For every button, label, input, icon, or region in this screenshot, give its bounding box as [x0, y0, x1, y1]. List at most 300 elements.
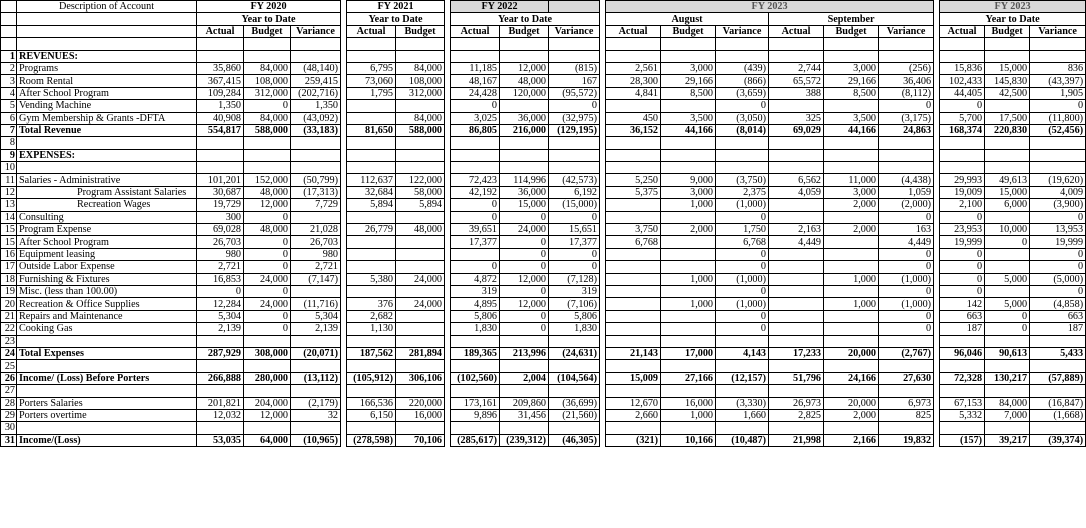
value-cell: 21,143	[606, 347, 661, 359]
value-cell: (2,179)	[291, 397, 341, 409]
value-cell	[879, 385, 934, 397]
value-cell: 173,161	[451, 397, 500, 409]
value-cell	[769, 323, 824, 335]
value-cell: 0	[716, 285, 769, 297]
value-cell	[824, 385, 879, 397]
col-budget: Budget	[396, 25, 445, 37]
account-label: Gym Membership & Grants -DFTA	[17, 112, 197, 124]
value-cell: 312,000	[244, 87, 291, 99]
value-cell: 145,830	[985, 75, 1030, 87]
value-cell: 5,304	[197, 310, 244, 322]
value-cell: 49,613	[985, 174, 1030, 186]
value-cell	[940, 149, 985, 161]
value-cell	[451, 248, 500, 260]
value-cell	[1030, 385, 1086, 397]
value-cell: 3,000	[661, 62, 716, 74]
value-cell	[1030, 38, 1086, 50]
value-cell: 11,185	[451, 62, 500, 74]
value-cell: (11,800)	[1030, 112, 1086, 124]
table-row	[1, 137, 1086, 149]
value-cell: 32,684	[347, 186, 396, 198]
value-cell	[291, 38, 341, 50]
row-number: 29	[1, 409, 17, 421]
value-cell: 120,000	[500, 87, 549, 99]
account-label: Program Expense	[17, 224, 197, 236]
value-cell: 1,000	[824, 273, 879, 285]
value-cell	[661, 236, 716, 248]
value-cell: 259,415	[291, 75, 341, 87]
value-cell: 24,000	[396, 273, 445, 285]
value-cell	[769, 422, 824, 434]
value-cell	[291, 211, 341, 223]
value-cell	[244, 360, 291, 372]
value-cell: (3,750)	[716, 174, 769, 186]
value-cell: (52,456)	[1030, 124, 1086, 136]
value-cell	[396, 335, 445, 347]
value-cell	[824, 248, 879, 260]
account-label: Vending Machine	[17, 100, 197, 112]
value-cell: 0	[940, 211, 985, 223]
value-cell	[985, 335, 1030, 347]
value-cell: 0	[549, 211, 600, 223]
value-cell: 12,670	[606, 397, 661, 409]
value-cell: 0	[940, 285, 985, 297]
value-cell: 142	[940, 298, 985, 310]
value-cell: 73,060	[347, 75, 396, 87]
value-cell	[347, 38, 396, 50]
value-cell: 12,284	[197, 298, 244, 310]
value-cell: (10,487)	[716, 434, 769, 446]
value-cell: 29,993	[940, 174, 985, 186]
value-cell	[197, 149, 244, 161]
value-cell	[879, 38, 934, 50]
value-cell: 42,192	[451, 186, 500, 198]
row-number: 15	[1, 236, 17, 248]
value-cell: 5,894	[347, 199, 396, 211]
value-cell	[396, 360, 445, 372]
value-cell	[985, 248, 1030, 260]
value-cell: 1,059	[879, 186, 934, 198]
value-cell: 24,000	[396, 298, 445, 310]
value-cell	[661, 38, 716, 50]
value-cell: (43,092)	[291, 112, 341, 124]
value-cell	[985, 385, 1030, 397]
value-cell: 0	[985, 236, 1030, 248]
account-label: Recreation & Office Supplies	[17, 298, 197, 310]
value-cell: 2,561	[606, 62, 661, 74]
value-cell	[661, 162, 716, 174]
value-cell	[879, 50, 934, 62]
fy2022-ytd-header: Year to Date	[451, 13, 600, 25]
value-cell	[606, 137, 661, 149]
value-cell: 281,894	[396, 347, 445, 359]
value-cell: 19,999	[1030, 236, 1086, 248]
value-cell: 2,744	[769, 62, 824, 74]
value-cell: 3,000	[824, 62, 879, 74]
col-variance: Variance	[1030, 25, 1086, 37]
value-cell: 17,377	[451, 236, 500, 248]
table-row	[1, 335, 1086, 347]
value-cell: 35,860	[197, 62, 244, 74]
value-cell: 5,375	[606, 186, 661, 198]
value-cell: 20,000	[824, 347, 879, 359]
account-label: Misc. (less than 100.00)	[17, 285, 197, 297]
value-cell: (4,858)	[1030, 298, 1086, 310]
value-cell	[769, 273, 824, 285]
value-cell	[606, 335, 661, 347]
value-cell	[347, 50, 396, 62]
value-cell	[244, 50, 291, 62]
value-cell: 26,703	[291, 236, 341, 248]
row-number: 13	[1, 199, 17, 211]
value-cell: 1,350	[291, 100, 341, 112]
value-cell: 17,500	[985, 112, 1030, 124]
value-cell: 0	[244, 248, 291, 260]
table-row	[1, 409, 1086, 421]
value-cell: 6,000	[985, 199, 1030, 211]
value-cell	[197, 137, 244, 149]
account-label: Cooking Gas	[17, 323, 197, 335]
value-cell	[879, 422, 934, 434]
value-cell	[1030, 149, 1086, 161]
value-cell	[347, 248, 396, 260]
value-cell: 0	[716, 310, 769, 322]
value-cell	[940, 162, 985, 174]
value-cell: 0	[940, 100, 985, 112]
value-cell	[985, 422, 1030, 434]
table-row	[1, 236, 1086, 248]
value-cell	[985, 38, 1030, 50]
row-number: 12	[1, 186, 17, 198]
value-cell	[769, 310, 824, 322]
value-cell	[661, 385, 716, 397]
value-cell: 2,000	[824, 224, 879, 236]
header-row-columns	[1, 25, 1086, 37]
value-cell: 4,895	[451, 298, 500, 310]
value-cell: 15,000	[985, 186, 1030, 198]
table-row	[1, 62, 1086, 74]
value-cell: 266,888	[197, 372, 244, 384]
row-number: 9	[1, 149, 17, 161]
value-cell	[769, 261, 824, 273]
value-cell: 5,433	[1030, 347, 1086, 359]
value-cell	[661, 310, 716, 322]
account-label	[17, 422, 197, 434]
value-cell: (278,598)	[347, 434, 396, 446]
value-cell	[769, 162, 824, 174]
value-cell	[396, 50, 445, 62]
value-cell: 0	[244, 261, 291, 273]
value-cell: 0	[1030, 261, 1086, 273]
value-cell	[606, 162, 661, 174]
value-cell	[985, 261, 1030, 273]
value-cell: 0	[716, 248, 769, 260]
value-cell: 26,973	[769, 397, 824, 409]
value-cell: 26,779	[347, 224, 396, 236]
value-cell: 114,996	[500, 174, 549, 186]
col-variance: Variance	[879, 25, 934, 37]
value-cell	[396, 137, 445, 149]
value-cell: 2,825	[769, 409, 824, 421]
value-cell	[347, 422, 396, 434]
value-cell: 58,000	[396, 186, 445, 198]
value-cell: (17,313)	[291, 186, 341, 198]
value-cell	[769, 149, 824, 161]
value-cell: 2,721	[197, 261, 244, 273]
value-cell	[940, 137, 985, 149]
value-cell	[451, 360, 500, 372]
value-cell: 84,000	[985, 397, 1030, 409]
value-cell	[1030, 50, 1086, 62]
value-cell: 0	[716, 100, 769, 112]
value-cell	[769, 248, 824, 260]
value-cell	[606, 149, 661, 161]
value-cell: 48,000	[396, 224, 445, 236]
value-cell: 48,000	[244, 224, 291, 236]
row-number: 16	[1, 248, 17, 260]
value-cell	[291, 360, 341, 372]
account-label: Furnishing & Fixtures	[17, 273, 197, 285]
value-cell	[291, 285, 341, 297]
value-cell: (2,000)	[879, 199, 934, 211]
value-cell: 0	[716, 323, 769, 335]
value-cell	[451, 50, 500, 62]
value-cell: (12,157)	[716, 372, 769, 384]
value-cell	[769, 385, 824, 397]
row-number: 8	[1, 137, 17, 149]
value-cell: (95,572)	[549, 87, 600, 99]
value-cell: 4,449	[769, 236, 824, 248]
value-cell	[606, 100, 661, 112]
row-number: 20	[1, 298, 17, 310]
value-cell	[661, 422, 716, 434]
value-cell	[769, 137, 824, 149]
value-cell: 12,000	[244, 199, 291, 211]
value-cell	[549, 422, 600, 434]
value-cell: 0	[940, 261, 985, 273]
value-cell	[940, 335, 985, 347]
value-cell: 319	[549, 285, 600, 297]
value-cell: 28,300	[606, 75, 661, 87]
value-cell: (321)	[606, 434, 661, 446]
value-cell	[500, 38, 549, 50]
row-number: 11	[1, 174, 17, 186]
value-cell	[716, 385, 769, 397]
value-cell	[985, 162, 1030, 174]
value-cell: (7,106)	[549, 298, 600, 310]
account-label	[17, 137, 197, 149]
value-cell: (4,438)	[879, 174, 934, 186]
account-label: Recreation Wages	[17, 199, 197, 211]
value-cell	[824, 310, 879, 322]
value-cell: 24,000	[244, 298, 291, 310]
value-cell: 0	[451, 100, 500, 112]
row-number: 15	[1, 224, 17, 236]
fy2023-header: FY 2023	[606, 1, 934, 13]
fy2022-header: FY 2022	[451, 1, 549, 13]
value-cell: 19,832	[879, 434, 934, 446]
col-budget: Budget	[824, 25, 879, 37]
value-cell: 3,000	[824, 186, 879, 198]
value-cell: (5,000)	[1030, 273, 1086, 285]
value-cell: 96,046	[940, 347, 985, 359]
value-cell: 308,000	[244, 347, 291, 359]
value-cell: 0	[549, 248, 600, 260]
value-cell: 15,000	[500, 199, 549, 211]
col-actual: Actual	[606, 25, 661, 37]
value-cell	[769, 285, 824, 297]
value-cell	[347, 360, 396, 372]
value-cell: (239,312)	[500, 434, 549, 446]
value-cell	[1030, 422, 1086, 434]
value-cell: (46,305)	[549, 434, 600, 446]
value-cell	[197, 50, 244, 62]
value-cell	[716, 137, 769, 149]
value-cell: 204,000	[244, 397, 291, 409]
value-cell: 0	[244, 100, 291, 112]
value-cell	[606, 323, 661, 335]
value-cell: 0	[879, 248, 934, 260]
row-number: 28	[1, 397, 17, 409]
value-cell: 11,000	[824, 174, 879, 186]
value-cell: 2,721	[291, 261, 341, 273]
value-cell: (10,965)	[291, 434, 341, 446]
value-cell: 81,650	[347, 124, 396, 136]
value-cell	[661, 323, 716, 335]
value-cell	[606, 211, 661, 223]
account-label	[17, 162, 197, 174]
value-cell: 2,660	[606, 409, 661, 421]
value-cell: 5,894	[396, 199, 445, 211]
value-cell: 12,000	[244, 409, 291, 421]
account-label: Income/(Loss)	[17, 434, 197, 446]
value-cell	[347, 162, 396, 174]
value-cell	[661, 285, 716, 297]
row-number: 25	[1, 360, 17, 372]
row-number: 30	[1, 422, 17, 434]
value-cell	[347, 236, 396, 248]
value-cell	[500, 360, 549, 372]
table-row	[1, 397, 1086, 409]
value-cell: 213,996	[500, 347, 549, 359]
col-variance: Variance	[549, 25, 600, 37]
value-cell: 84,000	[244, 62, 291, 74]
value-cell: 7,729	[291, 199, 341, 211]
col-budget: Budget	[661, 25, 716, 37]
value-cell: 122,000	[396, 174, 445, 186]
account-label: After School Program	[17, 236, 197, 248]
value-cell	[396, 385, 445, 397]
value-cell: 32	[291, 409, 341, 421]
table-row	[1, 112, 1086, 124]
value-cell	[396, 248, 445, 260]
value-cell: 36,000	[500, 112, 549, 124]
value-cell	[197, 360, 244, 372]
value-cell: (815)	[549, 62, 600, 74]
value-cell: 84,000	[396, 112, 445, 124]
table-row	[1, 186, 1086, 198]
value-cell	[244, 162, 291, 174]
value-cell: 15,651	[549, 224, 600, 236]
value-cell	[879, 335, 934, 347]
value-cell: 27,166	[661, 372, 716, 384]
value-cell: (1,000)	[879, 298, 934, 310]
value-cell: (866)	[716, 75, 769, 87]
table-row	[1, 199, 1086, 211]
value-cell	[940, 385, 985, 397]
account-label: Total Expenses	[17, 347, 197, 359]
value-cell	[549, 137, 600, 149]
value-cell	[396, 422, 445, 434]
value-cell	[244, 422, 291, 434]
value-cell: (3,050)	[716, 112, 769, 124]
value-cell	[451, 162, 500, 174]
row-number: 2	[1, 62, 17, 74]
value-cell: 663	[1030, 310, 1086, 322]
value-cell: 44,166	[824, 124, 879, 136]
row-number: 27	[1, 385, 17, 397]
value-cell: (57,889)	[1030, 372, 1086, 384]
september-header: September	[769, 13, 934, 25]
value-cell	[824, 261, 879, 273]
value-cell: (36,699)	[549, 397, 600, 409]
value-cell	[347, 261, 396, 273]
row-number: 1	[1, 50, 17, 62]
value-cell: (157)	[940, 434, 985, 446]
value-cell: 0	[940, 248, 985, 260]
value-cell: (1,000)	[879, 273, 934, 285]
value-cell: 21,998	[769, 434, 824, 446]
value-cell: 2,139	[197, 323, 244, 335]
account-label	[17, 38, 197, 50]
col-actual: Actual	[197, 25, 244, 37]
value-cell: (13,112)	[291, 372, 341, 384]
value-cell: 4,009	[1030, 186, 1086, 198]
account-label: Outside Labor Expense	[17, 261, 197, 273]
row-number: 7	[1, 124, 17, 136]
value-cell: (43,397)	[1030, 75, 1086, 87]
value-cell: 23,953	[940, 224, 985, 236]
value-cell	[606, 310, 661, 322]
table-row	[1, 174, 1086, 186]
col-variance: Variance	[716, 25, 769, 37]
value-cell	[824, 38, 879, 50]
value-cell: 0	[197, 285, 244, 297]
value-cell: 166,536	[347, 397, 396, 409]
value-cell	[347, 285, 396, 297]
col-actual: Actual	[769, 25, 824, 37]
value-cell: 12,000	[500, 62, 549, 74]
value-cell	[661, 211, 716, 223]
value-cell: (256)	[879, 62, 934, 74]
value-cell: 31,456	[500, 409, 549, 421]
value-cell: (15,000)	[549, 199, 600, 211]
value-cell	[606, 285, 661, 297]
value-cell: 306,106	[396, 372, 445, 384]
value-cell: 2,163	[769, 224, 824, 236]
value-cell	[769, 298, 824, 310]
value-cell: 5,304	[291, 310, 341, 322]
value-cell	[606, 360, 661, 372]
table-row	[1, 323, 1086, 335]
value-cell: 21,028	[291, 224, 341, 236]
table-row	[1, 422, 1086, 434]
value-cell: 0	[500, 236, 549, 248]
value-cell: 36,406	[879, 75, 934, 87]
account-label: Porters Salaries	[17, 397, 197, 409]
value-cell: 42,500	[985, 87, 1030, 99]
value-cell	[824, 236, 879, 248]
